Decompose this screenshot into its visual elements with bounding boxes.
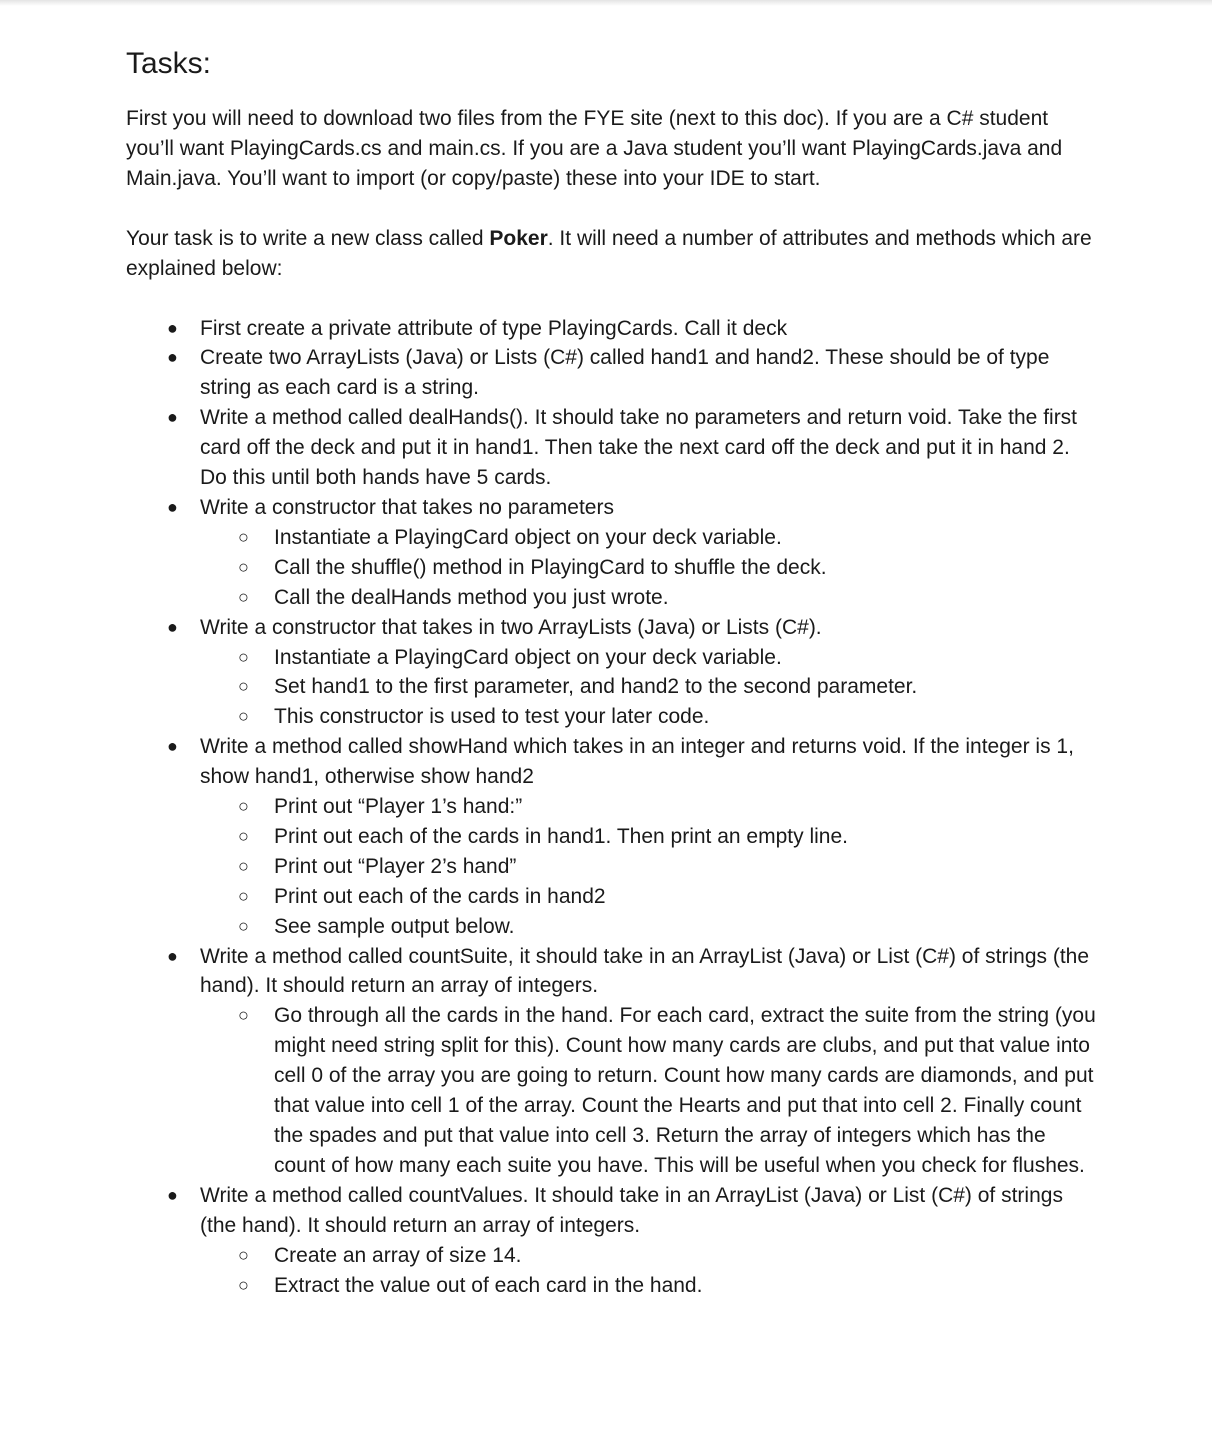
sub-bullet-item <box>200 643 1096 673</box>
sub-bullet-text: Set hand1 to the first parameter, and hand2 to the second parameter. <box>274 675 918 699</box>
page-title: Tasks: <box>126 47 212 80</box>
bullet-item <box>126 493 1096 613</box>
sub-bullet-text: Print out each of the cards in hand2 <box>274 884 606 908</box>
sub-bullet-item <box>200 1001 1096 1180</box>
bullet-text: Create two ArrayLists (Java) or Lists (C#) called hand1 and hand2. These should be of type string as each card is a string. <box>200 346 1050 400</box>
sub-bullet-marker: ○ <box>238 556 249 577</box>
sub-bullet-text: Extract the value out of each card in the hand. <box>274 1273 703 1297</box>
sub-bullet-marker: ○ <box>238 915 249 936</box>
sub-bullet-item <box>200 912 1096 942</box>
page-top-shadow <box>0 0 1212 6</box>
sub-bullet-item <box>200 523 1096 553</box>
sub-bullet-item <box>200 852 1096 882</box>
sub-bullet-text: Instantiate a PlayingCard object on your deck variable. <box>274 645 782 669</box>
bullet-item <box>126 314 1096 344</box>
bullet-marker: ● <box>167 945 178 966</box>
sub-bullet-marker: ○ <box>238 825 249 846</box>
sub-bullet-list <box>200 792 1096 942</box>
sub-bullet-marker: ○ <box>238 1244 249 1265</box>
task-text-before: Your task is to write a new class called <box>126 226 490 250</box>
sub-bullet-item <box>200 822 1096 852</box>
bullet-marker: ● <box>167 616 178 637</box>
document-page <box>126 44 1096 1300</box>
sub-bullet-marker: ○ <box>238 586 249 607</box>
bullet-marker: ● <box>167 496 178 517</box>
sub-bullet-text: Instantiate a PlayingCard object on your deck variable. <box>274 525 782 549</box>
sub-bullet-marker: ○ <box>238 855 249 876</box>
sub-bullet-list <box>200 523 1096 613</box>
sub-bullet-item <box>200 1241 1096 1271</box>
sub-bullet-list <box>200 643 1096 733</box>
intro-paragraph: First you will need to download two files from the FYE site (next to this doc). If you are a C# student you’ll want PlayingCards.cs and main.cs. If you are a Java student you’ll want PlayingCards.java and Main.java. You’ll want to import (or copy/paste) these into your IDE to start. <box>126 107 1063 190</box>
sub-bullet-item <box>200 1271 1096 1301</box>
bullet-text: Write a method called dealHands(). It should take no parameters and return void. Take the first card off the deck and put it in hand1. Then take the next card off the deck and put it in hand 2. Do this until both hands have 5 cards. <box>200 406 1078 490</box>
bullet-item <box>126 343 1096 403</box>
sub-bullet-item <box>200 672 1096 702</box>
bullet-text: Write a constructor that takes in two ArrayLists (Java) or Lists (C#). <box>200 615 822 639</box>
sub-bullet-marker: ○ <box>238 706 249 727</box>
bullet-marker: ● <box>167 347 178 368</box>
bullet-item <box>126 1181 1096 1301</box>
bullet-marker: ● <box>167 407 178 428</box>
bullet-item <box>126 942 1096 1181</box>
sub-bullet-text: Call the shuffle() method in PlayingCard to shuffle the deck. <box>274 555 827 579</box>
task-text-after: . It will need a number of attributes and methods which are explained below: <box>126 226 1092 280</box>
bullet-text: Write a method called showHand which takes in an integer and returns void. If the integer is 1, show hand1, otherwise show hand2 <box>200 735 1074 789</box>
sub-bullet-item <box>200 882 1096 912</box>
sub-bullet-marker: ○ <box>238 646 249 667</box>
bullet-marker: ● <box>167 1184 178 1205</box>
sub-bullet-marker: ○ <box>238 796 249 817</box>
sub-bullet-text: This constructor is used to test your later code. <box>274 705 710 729</box>
sub-bullet-text: Go through all the cards in the hand. For each card, extract the suite from the string (you might need string split for this). Count how many cards are clubs, and put that value into cell 0 of the array you are going to return. Count how many cards are diamonds, and put that value into cell 1 of the array. Count the Hearts and put that into cell 2. Finally count the spades and put that value into cell 3. Return the array of integers which has the count of how many each suite you have. This will be useful when you check for flushes. <box>274 1004 1096 1177</box>
task-bullet-list <box>126 314 1096 1301</box>
sub-bullet-marker: ○ <box>238 676 249 697</box>
bullet-text: Write a method called countSuite, it should take in an ArrayList (Java) or List (C#) of strings (the hand). It should return an array of integers. <box>200 944 1090 998</box>
class-name-poker: Poker <box>489 226 548 250</box>
sub-bullet-text: Print out each of the cards in hand1. Then print an empty line. <box>274 824 848 848</box>
sub-bullet-text: Print out “Player 2’s hand” <box>274 854 517 878</box>
sub-bullet-text: Create an array of size 14. <box>274 1243 522 1267</box>
sub-bullet-marker: ○ <box>238 885 249 906</box>
sub-bullet-text: Print out “Player 1’s hand:” <box>274 795 523 819</box>
sub-bullet-list <box>200 1241 1096 1301</box>
bullet-item <box>126 613 1096 733</box>
sub-bullet-item <box>200 583 1096 613</box>
task-paragraph <box>126 224 1096 284</box>
sub-bullet-text: See sample output below. <box>274 914 515 938</box>
bullet-item <box>126 403 1096 493</box>
bullet-text: Write a method called countValues. It should take in an ArrayList (Java) or List (C#) of strings (the hand). It should return an array of integers. <box>200 1183 1063 1237</box>
sub-bullet-item <box>200 792 1096 822</box>
sub-bullet-item <box>200 553 1096 583</box>
sub-bullet-marker: ○ <box>238 1274 249 1295</box>
sub-bullet-list <box>200 1001 1096 1180</box>
sub-bullet-marker: ○ <box>238 1005 249 1026</box>
sub-bullet-text: Call the dealHands method you just wrote. <box>274 585 669 609</box>
bullet-text: Write a constructor that takes no parameters <box>200 495 614 519</box>
sub-bullet-item <box>200 702 1096 732</box>
bullet-marker: ● <box>167 317 178 338</box>
bullet-marker: ● <box>167 736 178 757</box>
bullet-text: First create a private attribute of type PlayingCards. Call it deck <box>200 316 788 340</box>
bullet-item <box>126 732 1096 941</box>
sub-bullet-marker: ○ <box>238 526 249 547</box>
